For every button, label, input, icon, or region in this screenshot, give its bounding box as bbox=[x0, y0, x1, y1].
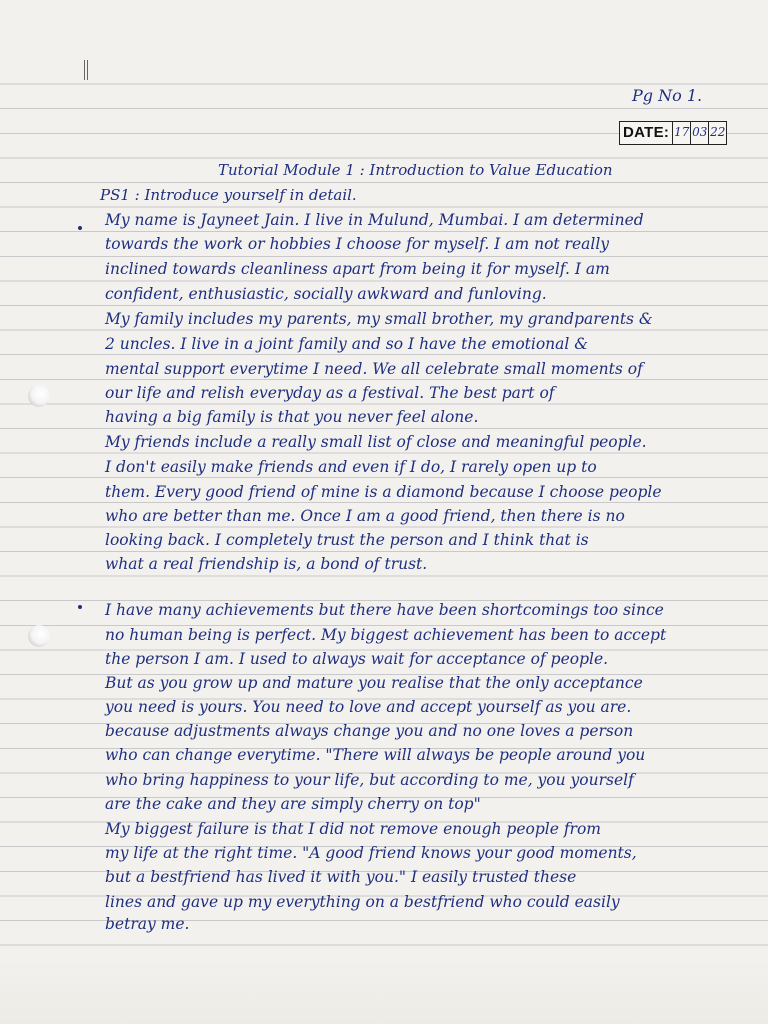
text-line: who bring happiness to your life, but according to me, you yourself bbox=[105, 771, 634, 789]
margin-line bbox=[84, 60, 88, 80]
text-line: My biggest failure is that I did not remove enough people from bbox=[105, 820, 601, 838]
question-heading: PS1 : Introduce yourself in detail. bbox=[100, 186, 357, 204]
text-line: them. Every good friend of mine is a diamond because I choose people bbox=[105, 483, 662, 501]
text-line: my life at the right time. "A good friend knows your good moments, bbox=[105, 844, 637, 862]
bullet-marker bbox=[78, 226, 82, 230]
text-line: no human being is perfect. My biggest achievement has been to accept bbox=[105, 626, 667, 644]
date-day: 17 bbox=[672, 122, 690, 144]
page-title: Tutorial Module 1 : Introduction to Value Education bbox=[218, 161, 613, 179]
date-year: 22 bbox=[708, 122, 726, 144]
date-box bbox=[619, 121, 727, 145]
bullet-marker bbox=[78, 605, 82, 609]
text-line: betray me. bbox=[105, 915, 190, 933]
text-line: who are better than me. Once I am a good friend, then there is no bbox=[105, 507, 625, 525]
text-line: because adjustments always change you and no one loves a person bbox=[105, 722, 634, 740]
text-line: I don't easily make friends and even if I do, I rarely open up to bbox=[105, 458, 597, 476]
text-line: looking back. I completely trust the person and I think that is bbox=[105, 531, 589, 549]
text-line: are the cake and they are simply cherry on top" bbox=[105, 795, 481, 813]
text-line: My name is Jayneet Jain. I live in Mulund, Mumbai. I am determined bbox=[105, 211, 644, 229]
punch-hole bbox=[28, 625, 50, 647]
text-line: the person I am. I used to always wait for acceptance of people. bbox=[105, 650, 609, 668]
text-line: But as you grow up and mature you realise that the only acceptance bbox=[105, 674, 643, 692]
date-month: 03 bbox=[690, 122, 708, 144]
text-line: but a bestfriend has lived it with you." I easily trusted these bbox=[105, 868, 577, 886]
text-line: having a big family is that you never feel alone. bbox=[105, 408, 479, 426]
text-line: mental support everytime I need. We all celebrate small moments of bbox=[105, 360, 643, 378]
text-line: lines and gave up my everything on a bestfriend who could easily bbox=[105, 893, 620, 911]
punch-hole bbox=[28, 385, 50, 407]
text-line: who can change everytime. "There will always be people around you bbox=[105, 746, 646, 764]
text-line: inclined towards cleanliness apart from being it for myself. I am bbox=[105, 260, 610, 278]
text-line: I have many achievements but there have been shortcomings too since bbox=[105, 601, 664, 619]
text-line: towards the work or hobbies I choose for myself. I am not really bbox=[105, 235, 610, 253]
text-line: confident, enthusiastic, socially awkward and funloving. bbox=[105, 285, 547, 303]
text-line: our life and relish everyday as a festival. The best part of bbox=[105, 384, 555, 402]
text-line: My friends include a really small list of close and meaningful people. bbox=[105, 433, 647, 451]
text-line: My family includes my parents, my small brother, my grandparents & bbox=[105, 310, 653, 328]
text-line: you need is yours. You need to love and accept yourself as you are. bbox=[105, 698, 632, 716]
page-number: Pg No 1. bbox=[632, 86, 703, 105]
text-line: what a real friendship is, a bond of trust. bbox=[105, 555, 428, 573]
date-label: DATE: bbox=[623, 124, 670, 141]
text-line: 2 uncles. I live in a joint family and so I have the emotional & bbox=[105, 335, 589, 353]
